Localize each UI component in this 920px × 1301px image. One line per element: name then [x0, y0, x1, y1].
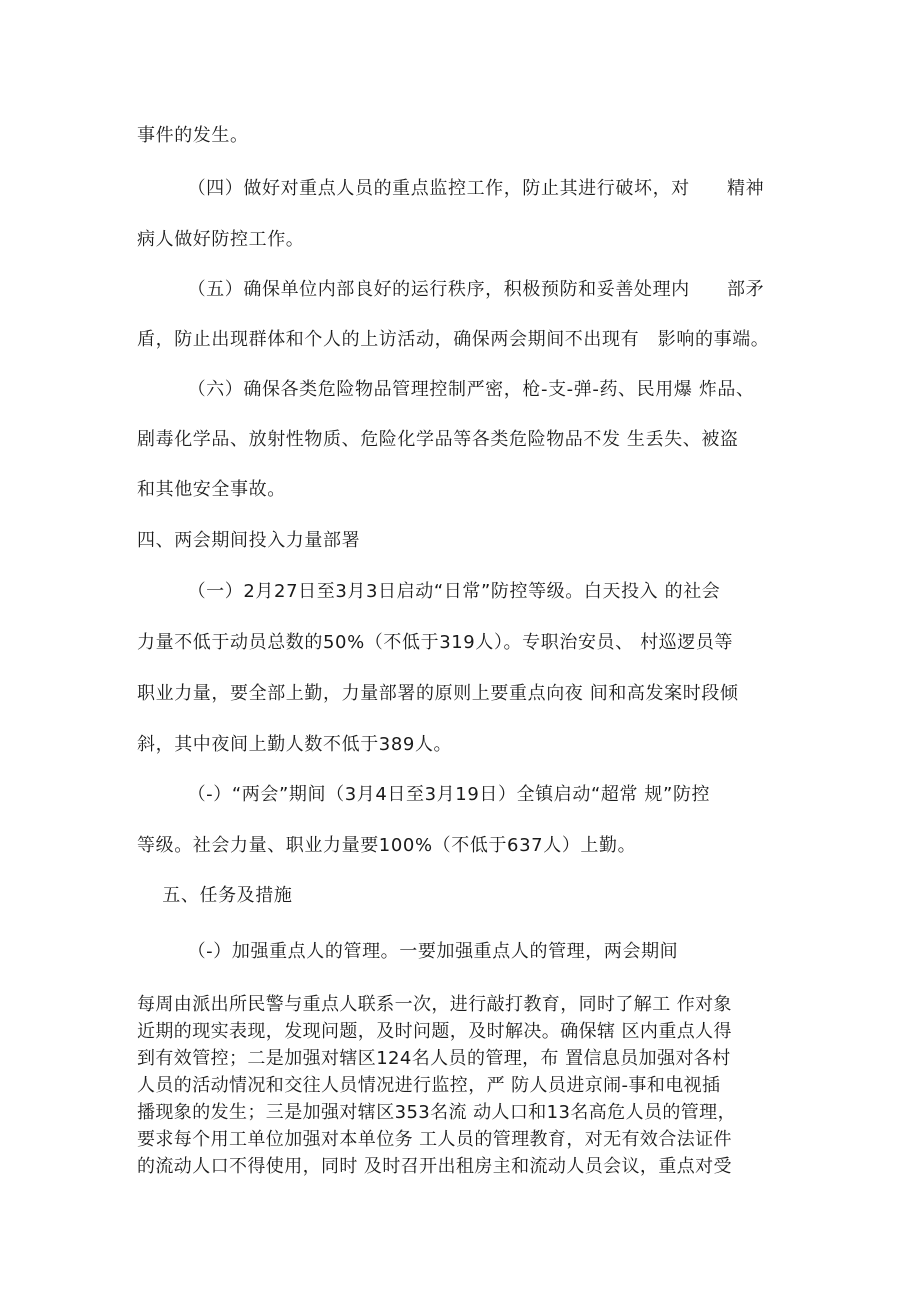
section-heading: 五、任务及措施: [137, 885, 293, 906]
text-line: 等级。社会力量、职业力量要100%（不低于637人）上勤。: [137, 835, 637, 856]
text-line: 播现象的发生；三是加强对辖区353名流 动人口和13名高危人员的管理，: [137, 1102, 736, 1123]
text-line: （四）做好对重点人员的重点监控工作，防止其进行破坏，对 精神: [137, 178, 765, 199]
text-line: 剧毒化学品、放射性物质、危险化学品等各类危险物品不发 生丢失、被盗: [137, 429, 739, 450]
text-line: 每周由派出所民警与重点人联系一次，进行敲打教育，同时了解工 作对象: [137, 994, 732, 1015]
text-line: 人员的活动情况和交往人员情况进行监控，严 防人员进京闹-事和电视插: [137, 1075, 721, 1096]
text-line: （一）2月27日至3月3日启动“日常”防控等级。白天投入 的社会: [137, 581, 721, 602]
text-line: 事件的发生。: [137, 125, 249, 146]
text-line: （五）确保单位内部良好的运行秩序，积极预防和妥善处理内 部矛: [137, 279, 765, 300]
text-line: 要求每个用工单位加强对本单位务 工人员的管理教育，对无有效合法证件: [137, 1129, 732, 1150]
text-line: （-）加强重点人的管理。一要加强重点人的管理，两会期间: [137, 941, 679, 962]
text-line: 力量不低于动员总数的50%（不低于319人）。专职治安员、 村巡逻员等: [137, 632, 734, 653]
text-line: 盾，防止出现群体和个人的上访活动，确保两会期间不出现有 影响的事端。: [137, 329, 770, 350]
text-line: 斜，其中夜间上勤人数不低于389人。: [137, 734, 453, 755]
text-line: （-）“两会”期间（3月4日至3月19日）全镇启动“超常 规”防控: [137, 784, 711, 805]
text-line: （六）确保各类危险物品管理控制严密，枪-支-弹-药、民用爆 炸品、: [137, 379, 755, 400]
text-line: 到有效管控；二是加强对辖区124名人员的管理，布 置信息员加强对各村: [137, 1048, 731, 1069]
section-heading: 四、两会期间投入力量部署: [137, 530, 361, 551]
text-line: 病人做好防控工作。: [137, 229, 305, 250]
text-line: 的流动人口不得使用，同时 及时召开出租房主和流动人员会议，重点对受: [137, 1156, 732, 1177]
text-line: 职业力量，要全部上勤，力量部署的原则上要重点向夜 间和高发案时段倾: [137, 683, 739, 704]
text-line: 和其他安全事故。: [137, 479, 286, 500]
text-line: 近期的现实表现，发现问题，及时问题，及时解决。确保辖 区内重点人得: [137, 1021, 732, 1042]
